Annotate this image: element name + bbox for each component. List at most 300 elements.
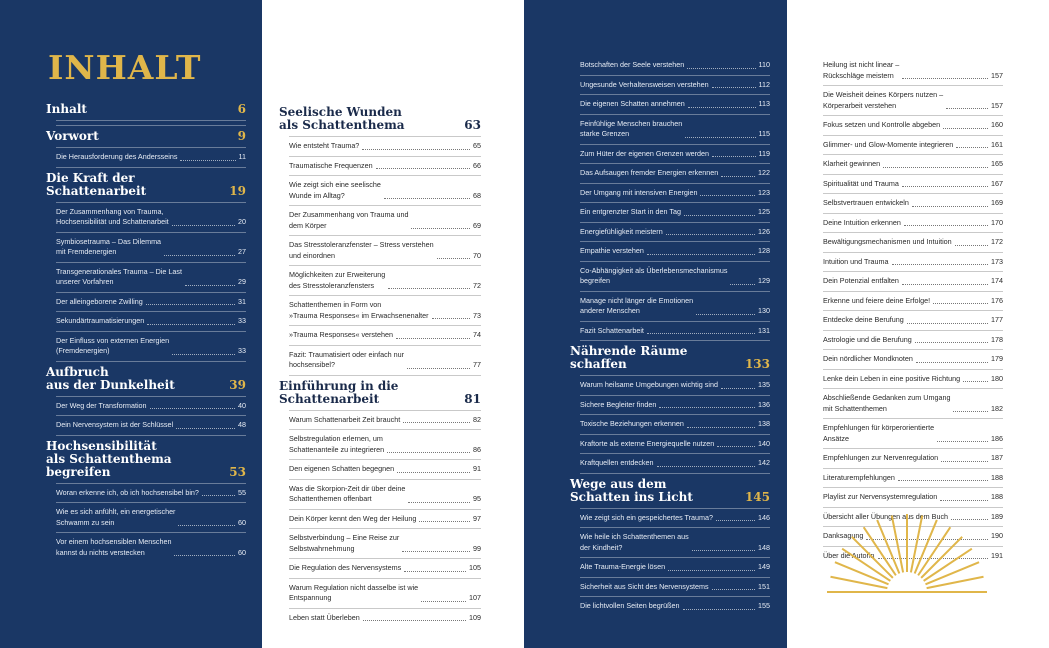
entry-title: Toxische Beziehungen erkennen	[580, 419, 684, 428]
toc-entry[interactable]	[279, 514, 481, 525]
toc-entry[interactable]	[570, 532, 770, 553]
divider	[823, 154, 1003, 155]
toc-entry[interactable]	[813, 374, 1003, 385]
toc-entry[interactable]	[279, 415, 481, 426]
toc-entry[interactable]	[813, 90, 1003, 111]
entry-page-number: 186	[991, 433, 1003, 443]
entry-page-number: 130	[758, 306, 770, 315]
entry-title: Die Regulation des Nervensystems	[289, 563, 402, 572]
entry-title: Fokus setzen und Kontrolle abgeben	[823, 120, 941, 129]
entry-page-number: 82	[473, 414, 481, 424]
entry-page-number: 91	[473, 464, 481, 473]
entry-title: Was die Skorpion-Zeit dir über deine Schattenthemen offenbart	[289, 483, 406, 503]
divider	[289, 578, 481, 579]
entry-page-number: 189	[991, 511, 1003, 521]
divider	[289, 235, 481, 236]
entry-title: Manage nicht länger die Emotionen anderer Menschen	[580, 295, 694, 315]
entry-title: Dein nördlicher Mondknoten	[823, 354, 913, 363]
divider	[289, 558, 481, 559]
entry-title: Schattenthemen in Form von »Trauma Responses« im Erwachsenenalter	[289, 300, 429, 320]
divider	[580, 473, 770, 474]
entry-page-number: 122	[758, 168, 770, 177]
entry-title: Wie heile ich Schattenthemen aus der Kindheit?	[580, 532, 689, 552]
toc-entry[interactable]	[279, 180, 481, 201]
entry-page-number: 99	[473, 543, 481, 553]
dot-leader	[687, 427, 755, 428]
entry-title: Alte Trauma-Energie lösen	[580, 562, 666, 571]
entry-title: Erkenne und feiere deine Erfolge!	[823, 295, 931, 305]
entry-page-number: 136	[758, 399, 770, 409]
toc-entry[interactable]	[46, 537, 246, 558]
entry-page-number: 77	[473, 360, 481, 369]
dot-leader	[180, 160, 235, 161]
toc-entry[interactable]	[279, 330, 481, 341]
toc-entry[interactable]	[570, 439, 770, 450]
section-heading[interactable]	[570, 478, 770, 504]
toc-entry[interactable]	[46, 316, 246, 327]
toc-entry[interactable]	[46, 152, 246, 163]
dot-leader	[376, 168, 470, 169]
entry-title: Über die Autorin	[823, 550, 875, 560]
divider	[580, 144, 770, 145]
divider	[56, 483, 246, 484]
divider	[580, 183, 770, 184]
toc-entry[interactable]	[570, 458, 770, 469]
entry-page-number: 170	[991, 217, 1003, 227]
divider	[580, 163, 770, 164]
entry-page-number: 140	[758, 438, 770, 448]
entry-page-number: 125	[758, 207, 770, 216]
dot-leader	[687, 68, 755, 69]
dot-leader	[712, 87, 756, 88]
entry-page-number: 126	[758, 226, 770, 236]
entry-page-number: 190	[991, 531, 1003, 540]
divider	[289, 345, 481, 346]
section-title: Hochsensibilität als Schattenthema begreifen	[46, 438, 172, 479]
entry-page-number: 173	[991, 256, 1003, 266]
entry-title: Sichere Begleiter finden	[580, 399, 657, 409]
entry-page-number: 68	[473, 190, 481, 200]
toc-entry[interactable]	[570, 326, 770, 337]
entry-page-number: 74	[473, 330, 481, 339]
entry-page-number: 174	[991, 276, 1003, 285]
divider	[56, 435, 246, 436]
dot-leader	[384, 198, 470, 199]
entry-page-number: 180	[991, 373, 1003, 383]
entry-page-number: 11	[238, 152, 246, 161]
dot-leader	[150, 408, 235, 409]
entry-title: Wie zeigt sich ein gespeichertes Trauma?	[580, 512, 714, 522]
toc-entry[interactable]	[570, 60, 770, 71]
entry-title: Der Einfluss von externen Energien (Fremdenergien)	[56, 335, 170, 355]
entry-title: Den eigenen Schatten begegnen	[289, 464, 395, 473]
divider	[580, 414, 770, 415]
dot-leader	[712, 589, 755, 590]
divider	[289, 410, 481, 411]
sun-ray	[927, 577, 984, 588]
divider	[56, 147, 246, 148]
toc-entry[interactable]	[570, 149, 770, 160]
divider	[823, 418, 1003, 419]
dot-leader	[647, 254, 755, 255]
toc-entry[interactable]	[570, 419, 770, 430]
entry-page-number: 148	[758, 542, 770, 552]
divider	[823, 388, 1003, 389]
toc-entry[interactable]	[570, 513, 770, 524]
dot-leader	[176, 428, 235, 429]
dot-leader	[902, 78, 988, 79]
entry-page-number: 135	[758, 380, 770, 389]
entry-page-number: 138	[758, 419, 770, 428]
entry-title: Empathie verstehen	[580, 246, 644, 255]
toc-entry[interactable]	[570, 168, 770, 179]
toc-entry[interactable]	[813, 315, 1003, 326]
dot-leader	[688, 107, 756, 108]
entry-page-number: 123	[758, 187, 770, 197]
divider	[56, 311, 246, 312]
toc-entry[interactable]	[279, 484, 481, 505]
section-page-number: 6	[237, 102, 246, 116]
toc-entry[interactable]	[279, 563, 481, 574]
sun-ray	[892, 515, 903, 572]
toc-entry[interactable]	[570, 380, 770, 391]
entry-title: Vor einem hochsensiblen Menschen kannst du nichts verstecken	[56, 537, 172, 557]
entry-title: Möglichkeiten zur Erweiterung des Stresstoleranzfensters	[289, 270, 386, 290]
toc-column-2	[279, 106, 481, 623]
dot-leader	[164, 255, 235, 256]
toc-entry[interactable]	[279, 210, 481, 231]
entry-title: Übersicht aller Übungen aus dem Buch	[823, 511, 949, 521]
dot-leader	[659, 407, 755, 408]
entry-title: Die Weisheit deines Körpers nutzen – Körperarbeit verstehen	[823, 90, 944, 110]
dot-leader	[892, 264, 988, 265]
dot-leader	[721, 176, 755, 177]
section-heading[interactable]	[46, 103, 246, 116]
toc-entry[interactable]	[570, 119, 770, 140]
dot-leader	[174, 555, 235, 556]
entry-title: Die Herausforderung des Andersseins	[56, 152, 178, 161]
toc-entry[interactable]	[813, 423, 1003, 444]
toc-entry[interactable]	[813, 257, 1003, 268]
entry-page-number: 157	[991, 70, 1003, 80]
toc-entry[interactable]	[46, 488, 246, 499]
section-title: Seelische Wunden als Schattenthema	[279, 105, 405, 132]
entry-page-number: 70	[473, 250, 481, 260]
toc-entry[interactable]	[46, 507, 246, 528]
dot-leader	[404, 571, 466, 572]
divider	[289, 265, 481, 266]
section-heading[interactable]	[46, 366, 246, 392]
dot-leader	[937, 441, 988, 442]
toc-entry[interactable]	[813, 473, 1003, 484]
dot-leader	[178, 525, 235, 526]
entry-page-number: 95	[473, 494, 481, 503]
entry-page-number: 20	[238, 217, 246, 226]
entry-page-number: 149	[758, 562, 770, 571]
dot-leader	[915, 342, 988, 343]
entry-page-number: 29	[238, 277, 246, 286]
dot-leader	[363, 620, 466, 621]
divider	[56, 202, 246, 203]
section-heading[interactable]	[46, 130, 246, 143]
divider	[823, 232, 1003, 233]
dot-leader	[683, 609, 756, 610]
divider	[580, 222, 770, 223]
section-title: Inhalt	[46, 102, 87, 116]
divider	[580, 596, 770, 597]
entry-page-number: 60	[238, 517, 246, 527]
toc-entry[interactable]	[279, 583, 481, 604]
entry-page-number: 72	[473, 280, 481, 290]
divider	[580, 508, 770, 509]
dot-leader	[712, 156, 755, 157]
entry-title: Danksagung	[823, 531, 864, 540]
section-page-number: 19	[229, 183, 246, 198]
section-heading[interactable]	[279, 106, 481, 132]
dot-leader	[956, 147, 988, 148]
dot-leader	[963, 381, 988, 382]
divider	[289, 459, 481, 460]
entry-title: Co-Abhängigkeit als Überlebensmechanismus begreifen	[580, 265, 728, 285]
dot-leader	[202, 495, 235, 496]
entry-title: Astrologie und die Berufung	[823, 334, 912, 344]
divider	[823, 310, 1003, 311]
dot-leader	[172, 354, 235, 355]
entry-page-number: 151	[758, 581, 770, 591]
dot-leader	[721, 388, 755, 389]
dot-leader	[432, 318, 470, 319]
divider	[823, 213, 1003, 214]
entry-page-number: 165	[991, 159, 1003, 168]
divider	[289, 608, 481, 609]
dot-leader	[421, 601, 466, 602]
divider	[56, 502, 246, 503]
dot-leader	[907, 323, 988, 324]
toc-entry[interactable]	[279, 300, 481, 321]
entry-page-number: 113	[758, 99, 770, 108]
entry-page-number: 177	[991, 315, 1003, 324]
divider	[823, 174, 1003, 175]
toc-entry[interactable]	[570, 227, 770, 238]
toc-entry[interactable]	[570, 601, 770, 612]
section-page-number: 39	[229, 377, 246, 392]
toc-entry[interactable]	[570, 266, 770, 287]
toc-entry[interactable]	[46, 237, 246, 258]
entry-title: Ein entgrenzter Start in den Tag	[580, 207, 681, 216]
section-page-number: 53	[229, 464, 246, 479]
section-heading[interactable]	[570, 345, 770, 371]
divider	[56, 415, 246, 416]
section-page-number: 133	[744, 357, 770, 371]
divider	[580, 577, 770, 578]
toc-entry[interactable]	[813, 335, 1003, 346]
dot-leader	[397, 472, 470, 473]
toc-entry[interactable]	[279, 434, 481, 455]
dot-leader	[411, 228, 470, 229]
dot-leader	[407, 368, 470, 369]
toc-column-1	[46, 103, 246, 558]
dot-leader	[941, 461, 988, 462]
entry-page-number: 187	[991, 453, 1003, 462]
toc-entry[interactable]	[570, 582, 770, 593]
toc-entry[interactable]	[813, 276, 1003, 287]
entry-page-number: 112	[758, 79, 770, 89]
divider	[823, 115, 1003, 116]
divider	[823, 330, 1003, 331]
dot-leader	[396, 338, 470, 339]
entry-page-number: 157	[991, 100, 1003, 110]
toc-entry[interactable]	[570, 188, 770, 199]
toc-entry[interactable]	[570, 99, 770, 110]
page-title: INHALT	[48, 48, 202, 87]
toc-entry[interactable]	[46, 207, 246, 228]
entry-title: Dein Körper kennt den Weg der Heilung	[289, 513, 417, 523]
section-title: Nährende Räume schaffen	[570, 344, 688, 371]
toc-entry[interactable]	[46, 401, 246, 412]
entry-title: Bewältigungsmechanismen und Intuition	[823, 237, 952, 246]
entry-title: Der Umgang mit intensiven Energien	[580, 187, 698, 197]
dot-leader	[696, 314, 755, 315]
toc-entry[interactable]	[570, 207, 770, 218]
entry-title: Die eigenen Schatten annehmen	[580, 99, 685, 108]
entry-page-number: 115	[758, 129, 770, 138]
toc-entry[interactable]	[813, 140, 1003, 151]
divider	[56, 232, 246, 233]
entry-title: Fazit: Traumatisiert oder einfach nur hochsensibel?	[289, 349, 405, 369]
toc-entry[interactable]	[570, 80, 770, 91]
toc-entry[interactable]	[279, 141, 481, 152]
entry-title: Wie zeigt sich eine seelische Wunde im Alltag?	[289, 180, 381, 200]
entry-page-number: 179	[991, 354, 1003, 363]
dot-leader	[684, 215, 755, 216]
entry-title: Botschaften der Seele verstehen	[580, 60, 685, 69]
dot-leader	[362, 149, 470, 150]
entry-page-number: 107	[469, 593, 481, 602]
toc-entry[interactable]	[813, 120, 1003, 131]
divider	[580, 321, 770, 322]
toc-entry[interactable]	[279, 350, 481, 371]
entry-page-number: 60	[238, 547, 246, 557]
dot-leader	[904, 225, 988, 226]
toc-entry[interactable]	[279, 464, 481, 475]
entry-page-number: 167	[991, 178, 1003, 188]
toc-entry[interactable]	[46, 297, 246, 308]
toc-entry[interactable]	[813, 179, 1003, 190]
toc-entry[interactable]	[279, 270, 481, 291]
entry-title: Empfehlungen für körperorientierte Ansätze	[823, 423, 935, 443]
entry-page-number: 131	[758, 325, 770, 335]
toc-entry[interactable]	[813, 198, 1003, 209]
divider	[56, 532, 246, 533]
toc-entry[interactable]	[570, 562, 770, 573]
entry-title: Intuition und Trauma	[823, 256, 889, 266]
toc-entry[interactable]	[813, 453, 1003, 464]
dot-leader	[146, 304, 235, 305]
entry-page-number: 169	[991, 198, 1003, 207]
dot-leader	[912, 206, 988, 207]
entry-title: Warum Schattenarbeit Zeit braucht	[289, 414, 401, 424]
entry-title: Kraftorte als externe Energiequelle nutzen	[580, 438, 715, 448]
dot-leader	[933, 303, 988, 304]
toc-entry[interactable]	[813, 354, 1003, 365]
divider	[580, 75, 770, 76]
entry-page-number: 129	[758, 276, 770, 285]
entry-title: Der Weg der Transformation	[56, 400, 147, 410]
toc-page-1	[0, 0, 262, 648]
toc-entry[interactable]	[279, 613, 481, 624]
dot-leader	[685, 137, 755, 138]
dot-leader	[403, 422, 470, 423]
entry-page-number: 31	[238, 296, 246, 306]
dot-leader	[388, 288, 470, 289]
section-page-number: 9	[237, 129, 246, 143]
divider	[823, 487, 1003, 488]
toc-entry[interactable]	[46, 336, 246, 357]
entry-title: Kraftquellen entdecken	[580, 458, 654, 467]
dot-leader	[437, 258, 470, 259]
toc-entry[interactable]	[46, 420, 246, 431]
toc-column-4	[813, 60, 1003, 561]
section-heading[interactable]	[46, 172, 246, 198]
entry-page-number: 97	[473, 513, 481, 523]
entry-title: Selbstverbindung – Eine Reise zur Selbstwahrnehmung	[289, 533, 400, 553]
dot-leader	[647, 333, 755, 334]
toc-entry[interactable]	[813, 393, 1003, 414]
entry-title: Der alleingeborene Zwilling	[56, 296, 143, 306]
sun-ray	[830, 577, 887, 588]
toc-entry[interactable]	[813, 237, 1003, 248]
entry-title: Heilung ist nicht linear – Rückschläge meistern	[823, 60, 900, 80]
toc-entry[interactable]	[279, 161, 481, 172]
toc-entry[interactable]	[46, 267, 246, 288]
entry-title: Zum Hüter der eigenen Grenzen werden	[580, 148, 710, 158]
divider	[289, 156, 481, 157]
toc-entry[interactable]	[813, 296, 1003, 307]
entry-title: Deine Intuition erkennen	[823, 217, 901, 227]
entry-title: Symbiosetrauma – Das Dilemma mit Fremdenergien	[56, 236, 162, 256]
entry-title: Dein Potenzial entfalten	[823, 276, 899, 285]
entry-title: Warum Regulation nicht dasselbe ist wie Entspannung	[289, 582, 419, 602]
entry-title: Sekundärtraumatisierungen	[56, 316, 145, 325]
entry-page-number: 105	[469, 563, 481, 572]
dot-leader	[902, 284, 988, 285]
toc-entry[interactable]	[570, 400, 770, 411]
entry-page-number: 155	[758, 601, 770, 610]
toc-entry[interactable]	[570, 296, 770, 317]
entry-title: Lenke dein Leben in eine positive Richtung	[823, 373, 961, 383]
entry-page-number: 73	[473, 310, 481, 320]
section-heading[interactable]	[46, 440, 246, 479]
entry-page-number: 142	[758, 458, 770, 467]
entry-page-number: 33	[238, 316, 246, 325]
divider	[289, 205, 481, 206]
toc-entry[interactable]	[570, 246, 770, 257]
toc-entry[interactable]	[813, 60, 1003, 81]
toc-entry[interactable]	[813, 218, 1003, 229]
entry-title: Fazit Schattenarbeit	[580, 325, 644, 335]
entry-title: Literaturempfehlungen	[823, 472, 895, 482]
divider	[823, 252, 1003, 253]
entry-title: Abschließende Gedanken zum Umgang mit Schattenthemen	[823, 393, 951, 413]
dot-leader	[387, 452, 470, 453]
toc-entry[interactable]	[813, 159, 1003, 170]
toc-entry[interactable]	[279, 533, 481, 554]
toc-column-3	[570, 60, 770, 612]
toc-entry[interactable]	[279, 240, 481, 261]
divider	[289, 295, 481, 296]
divider	[56, 396, 246, 397]
section-heading[interactable]	[279, 380, 481, 406]
